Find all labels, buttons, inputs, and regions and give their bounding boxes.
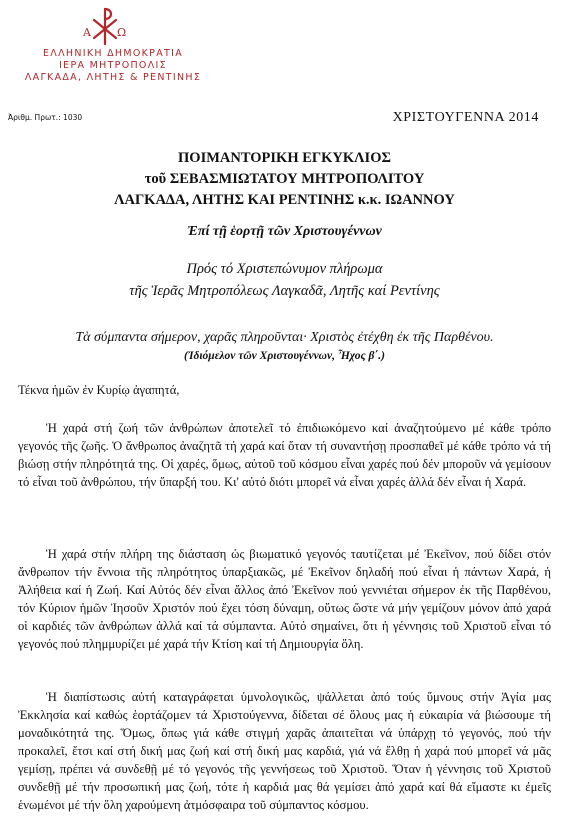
letterhead-metropolis: ΙΕΡΑ ΜΗΤΡΟΠΟΛΙΣ bbox=[59, 60, 167, 71]
paragraph-text: Ἡ χαρά στήν πλήρη της διάσταση ὡς βιωματικό γεγονός ταυτίζεται μέ Ἐκεῖνον, πού δίδει στόν ἄνθρωπον τήν ἔννοια τῆς πληρότητος ὑπαρξιακῶς, μέ Ἐκεῖνον δηλαδή πού εἶναι ἡ πάντων Χαρά, ἡ Ἀλήθεια καί ἡ Ζωή. Καί Αὐτός δέν εἶναι ἄλλος ἀπό Ἐκεῖνον πού γεννιέται σήμερον ἐκ τῆς Παρθένου, τόν Κύριον ἡμῶν Ἰησοῦν Χριστόν πού ἔχει τόση δύναμη, οὕτως ὥστε νά μήν γεμίζουν μόνον ἀπό χαρά οἱ καρδιές τῶν ἀνθρώπων ἀλλά καί τά σύμπαντα. Αὐτό σημαίνει, ὅτι ἡ γέννησις τοῦ Χριστοῦ εἶναι τό γεγονός πού πλημμυρίζει μέ χαρά τήν Κτίση καί τή Δημιουργία ὅλη. bbox=[18, 547, 551, 651]
letterhead-region: ΛΑΓΚΑΔΑ, ΛΗΤΗΣ & ΡΕΝΤΙΝΗΣ bbox=[24, 72, 202, 83]
body-paragraph-3 bbox=[18, 688, 551, 814]
occasion-heading: Ἐπί τῇ ἑορτῇ τῶν Χριστουγέννων bbox=[187, 224, 382, 239]
date-heading: ΧΡΙΣΤΟΥΓΕΝΝΑ 2014 bbox=[392, 110, 539, 125]
title-line-1: ΠΟΙΜΑΝΤΟΡΙΚΗ ΕΓΚΥΚΛΙΟΣ bbox=[178, 150, 391, 166]
address-line-2: τῆς Ἱερᾶς Μητροπόλεως Λαγκαδᾶ, Λητῆς καί Ρεντίνης bbox=[129, 283, 440, 299]
address-line-1: Πρός τό Χριστεπώνυμον πλήρωμα bbox=[186, 261, 383, 277]
protocol-number: Ἀριθμ. Πρωτ.: 1030 bbox=[8, 113, 83, 122]
paragraph-text: Ἡ διαπίστωσις αὐτή καταγράφεται ὑμνολογικῶς, ψάλλεται ἀπό τούς ὕμνους στήν Ἁγία μας Ἐκκλησία καί καθώς ἑορτάζομεν τά Χριστούγεννα, δίδεται σέ ὅλους μας ἡ εὐκαιρία νά βιώσουμε τή μοναδικότητά της. Ὅμως, ὅπως γιά κάθε στιγμή χαρᾶς ἀπαιτεῖται νά ὑπάρχῃ τό γεγονός, πού τήν προκαλεῖ, ἔτσι καί στή δική μας ζωή καί στή δική μας καρδιά, γιά νά ἔλθῃ ἡ χαρά πού μπορεῖ νά μᾶς γεμίσῃ, πρέπει νά συνδεθῇ μέ τό γεγονός τῆς γεννήσεως τοῦ Χριστοῦ. Ὅταν ἡ γέννησις τοῦ Χριστοῦ συνδεθῇ μέ τήν προσωπική μας ζωή, τότε ἡ καρδιά μας θά γεμίσει ἀπό χαρά καί θά εἴμαστε κι ἐμεῖς ἑνωμένοι μέ τήν ὅλη χαρούμενη ἀτμόσφαιρα τοῦ σύμπαντος κόσμου. bbox=[18, 690, 551, 812]
letterhead-state: ΕΛΛΗΝΙΚΗ ΔΗΜΟΚΡΑΤΙΑ bbox=[42, 48, 184, 59]
epigraph-source: (Ἰδιόμελον τῶν Χριστουγέννων, Ἦχος β΄.) bbox=[184, 350, 385, 362]
body-paragraph-1 bbox=[18, 419, 551, 491]
body-paragraph-2 bbox=[18, 545, 551, 653]
paragraph-text: Ἡ χαρά στή ζωή τῶν ἀνθρώπων ἀποτελεῖ τό ἐπιδιωκόμενο καί ἀναζητούμενο μέ κάθε τρόπο γεγονός τῆς ζωῆς. Ὁ ἄνθρωπος ἀναζητᾶ τή χαρά καί ὅταν τή συναντήσῃ προσπαθεῖ μέ κάθε τρόπο νά τή βιώσῃ στήν πληρότητά της. Οἱ χαρές, ὅμως, αὐτοῦ τοῦ κόσμου εἶναι χαρές πού δέν μποροῦν νά γεμίσουν τό εἶναι τοῦ ἀνθρώπου, τήν ὕπαρξή του. Κι' αὐτό διότι μπορεῖ νά εἶναι χαρές ἀλλά δέν εἶναι ἡ Χαρά. bbox=[18, 421, 551, 489]
chi-rho-cross-icon bbox=[82, 6, 128, 46]
salutation: Τέκνα ἡμῶν ἐν Κυρίῳ ἀγαπητά, bbox=[18, 383, 180, 397]
svg-text:Α: Α bbox=[83, 26, 91, 39]
title-line-3: ΛΑΓΚΑΔΑ, ΛΗΤΗΣ ΚΑΙ ΡΕΝΤΙΝΗΣ κ.κ. ΙΩΑΝΝΟΥ bbox=[114, 192, 455, 208]
title-line-2: τοῦ ΣΕΒΑΣΜΙΩΤΑΤΟΥ ΜΗΤΡΟΠΟΛΙΤΟΥ bbox=[144, 171, 425, 187]
svg-text:Ω: Ω bbox=[117, 26, 127, 39]
epigraph-quote: Τὰ σύμπαντα σήμερον, χαρᾶς πληροῦνται· Χριστὸς ἐτέχθη ἐκ τῆς Παρθένου. bbox=[75, 330, 494, 345]
